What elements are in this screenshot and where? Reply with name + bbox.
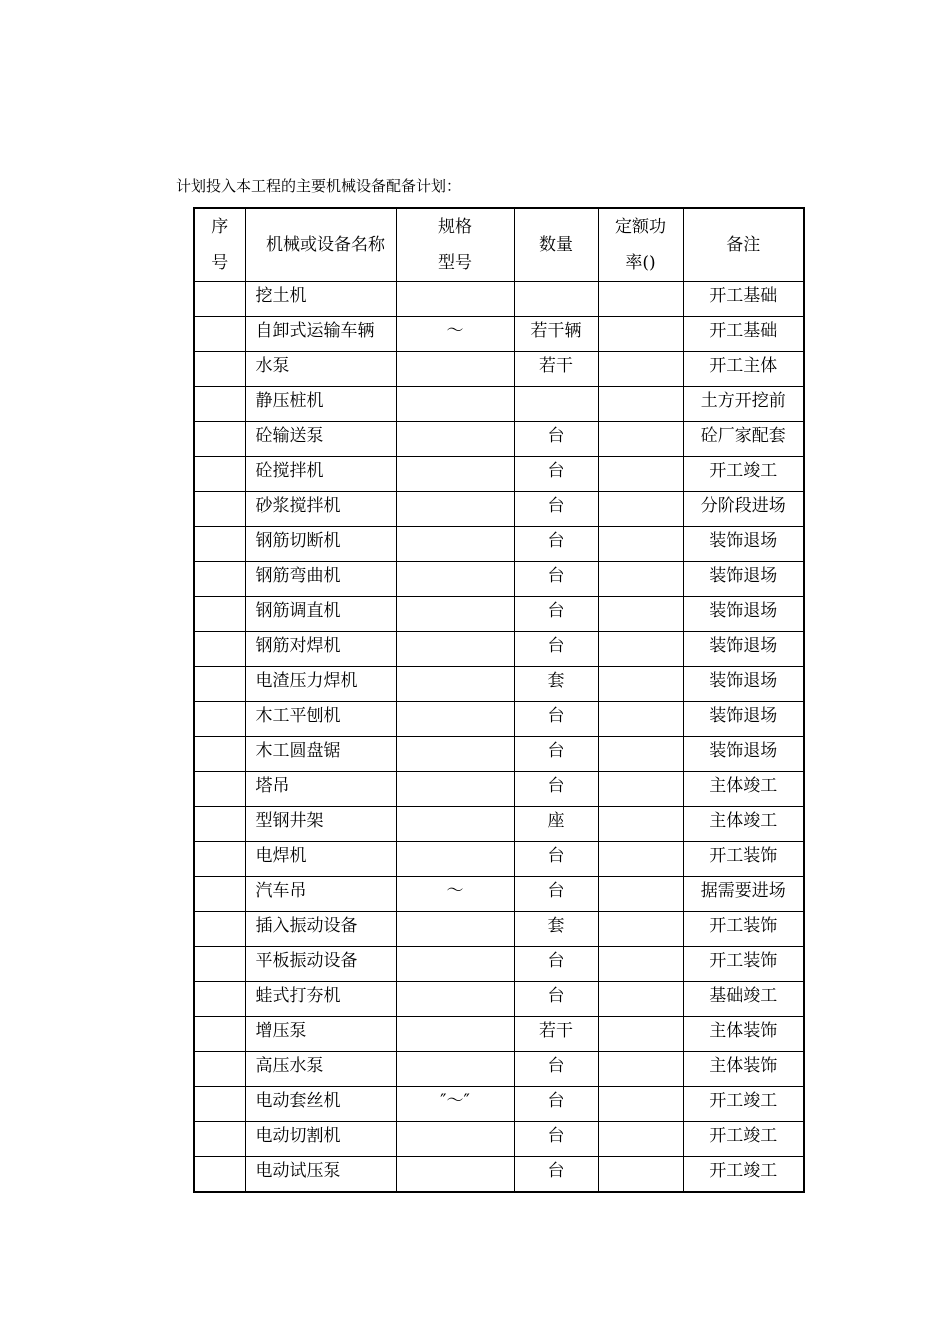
cell-rated-power [598,282,683,317]
cell-spec-model [396,842,514,877]
cell-serial-number [194,352,245,387]
cell-quantity: 台 [514,562,598,597]
cell-remarks: 开工装饰 [683,842,804,877]
cell-quantity: 台 [514,1087,598,1122]
cell-serial-number [194,842,245,877]
header-quantity: 数量 [514,208,598,282]
cell-spec-model: ″～″ [396,1087,514,1122]
cell-spec-model [396,667,514,702]
cell-equipment-name: 电渣压力焊机 [245,667,396,702]
cell-equipment-name: 水泵 [245,352,396,387]
cell-remarks: 主体装饰 [683,1052,804,1087]
cell-serial-number [194,912,245,947]
cell-remarks: 装饰退场 [683,737,804,772]
cell-remarks: 基础竣工 [683,982,804,1017]
cell-quantity: 台 [514,597,598,632]
cell-equipment-name: 型钢井架 [245,807,396,842]
cell-serial-number [194,807,245,842]
cell-rated-power [598,457,683,492]
table-row [194,1052,804,1087]
table-row [194,282,804,317]
cell-remarks: 主体竣工 [683,807,804,842]
cell-quantity: 台 [514,1122,598,1157]
cell-equipment-name: 电动切割机 [245,1122,396,1157]
cell-spec-model: ～ [396,317,514,352]
cell-remarks: 装饰退场 [683,562,804,597]
table-row [194,1017,804,1052]
cell-rated-power [598,422,683,457]
cell-quantity: 台 [514,737,598,772]
cell-spec-model [396,947,514,982]
cell-serial-number [194,1017,245,1052]
table-row [194,632,804,667]
cell-quantity: 若干 [514,1017,598,1052]
header-remarks: 备注 [683,208,804,282]
cell-equipment-name: 钢筋调直机 [245,597,396,632]
cell-serial-number [194,1087,245,1122]
cell-rated-power [598,842,683,877]
cell-serial-number [194,737,245,772]
cell-rated-power [598,1087,683,1122]
cell-quantity: 座 [514,807,598,842]
cell-rated-power [598,1017,683,1052]
table-row [194,597,804,632]
cell-serial-number [194,982,245,1017]
cell-serial-number [194,492,245,527]
cell-equipment-name: 增压泵 [245,1017,396,1052]
cell-quantity: 台 [514,492,598,527]
cell-equipment-name: 高压水泵 [245,1052,396,1087]
cell-remarks: 开工装饰 [683,947,804,982]
equipment-table [193,207,805,1193]
cell-equipment-name: 电动套丝机 [245,1087,396,1122]
cell-rated-power [598,1157,683,1193]
cell-spec-model [396,807,514,842]
header-serial-number: 序 号 [194,208,245,282]
cell-remarks: 装饰退场 [683,667,804,702]
cell-spec-model [396,387,514,422]
cell-remarks: 装饰退场 [683,597,804,632]
cell-spec-model [396,702,514,737]
cell-equipment-name: 插入振动设备 [245,912,396,947]
cell-equipment-name: 挖土机 [245,282,396,317]
cell-quantity: 台 [514,527,598,562]
cell-rated-power [598,597,683,632]
table-row [194,422,804,457]
cell-equipment-name: 汽车吊 [245,877,396,912]
table-row [194,1122,804,1157]
table-row [194,562,804,597]
cell-rated-power [598,632,683,667]
cell-remarks: 装饰退场 [683,702,804,737]
cell-serial-number [194,877,245,912]
cell-serial-number [194,1157,245,1193]
cell-equipment-name: 钢筋切断机 [245,527,396,562]
table-row [194,387,804,422]
cell-quantity [514,282,598,317]
cell-equipment-name: 电动试压泵 [245,1157,396,1193]
table-row [194,982,804,1017]
cell-rated-power [598,317,683,352]
cell-serial-number [194,947,245,982]
table-row [194,772,804,807]
cell-equipment-name: 电焊机 [245,842,396,877]
cell-equipment-name: 塔吊 [245,772,396,807]
cell-serial-number [194,457,245,492]
header-rated-power: 定额功 率() [598,208,683,282]
cell-spec-model [396,1157,514,1193]
cell-serial-number [194,1052,245,1087]
cell-equipment-name: 静压桩机 [245,387,396,422]
cell-remarks: 主体竣工 [683,772,804,807]
table-row [194,947,804,982]
table-row [194,352,804,387]
table-row [194,807,804,842]
cell-rated-power [598,352,683,387]
cell-rated-power [598,562,683,597]
cell-rated-power [598,492,683,527]
cell-spec-model [396,492,514,527]
cell-quantity: 台 [514,1157,598,1193]
cell-rated-power [598,527,683,562]
cell-spec-model [396,562,514,597]
cell-quantity: 若干辆 [514,317,598,352]
table-header-row [194,208,804,282]
cell-equipment-name: 砼输送泵 [245,422,396,457]
cell-serial-number [194,527,245,562]
cell-rated-power [598,807,683,842]
page-heading: 计划投入本工程的主要机械设备配备计划： [176,177,462,195]
cell-remarks: 砼厂家配套 [683,422,804,457]
cell-rated-power [598,877,683,912]
cell-equipment-name: 自卸式运输车辆 [245,317,396,352]
cell-rated-power [598,702,683,737]
cell-equipment-name: 钢筋弯曲机 [245,562,396,597]
table-row [194,842,804,877]
cell-quantity: 台 [514,457,598,492]
cell-rated-power [598,737,683,772]
cell-serial-number [194,702,245,737]
cell-equipment-name: 蛙式打夯机 [245,982,396,1017]
header-spec-model: 规格 型号 [396,208,514,282]
header-equipment-name: 机械或设备名称 [245,208,396,282]
table-row [194,1087,804,1122]
table-row [194,492,804,527]
cell-remarks: 分阶段进场 [683,492,804,527]
cell-rated-power [598,1052,683,1087]
cell-spec-model [396,632,514,667]
cell-spec-model [396,527,514,562]
cell-quantity [514,387,598,422]
cell-spec-model [396,422,514,457]
cell-quantity: 台 [514,772,598,807]
cell-equipment-name: 木工圆盘锯 [245,737,396,772]
cell-spec-model [396,457,514,492]
cell-quantity: 台 [514,842,598,877]
cell-remarks: 据需要进场 [683,877,804,912]
cell-quantity: 套 [514,667,598,702]
cell-equipment-name: 砼搅拌机 [245,457,396,492]
cell-remarks: 主体装饰 [683,1017,804,1052]
table-row [194,457,804,492]
cell-serial-number [194,632,245,667]
cell-spec-model [396,1052,514,1087]
cell-serial-number [194,1122,245,1157]
cell-remarks: 开工基础 [683,282,804,317]
cell-rated-power [598,947,683,982]
table-row [194,737,804,772]
table-row [194,702,804,737]
cell-serial-number [194,597,245,632]
table-row [194,1157,804,1193]
cell-quantity: 台 [514,632,598,667]
cell-rated-power [598,772,683,807]
cell-quantity: 台 [514,947,598,982]
table-row [194,912,804,947]
cell-spec-model [396,1122,514,1157]
cell-spec-model [396,737,514,772]
cell-remarks: 开工竣工 [683,1087,804,1122]
cell-spec-model [396,912,514,947]
cell-remarks: 开工竣工 [683,457,804,492]
cell-serial-number [194,772,245,807]
cell-serial-number [194,387,245,422]
cell-rated-power [598,667,683,702]
cell-equipment-name: 木工平刨机 [245,702,396,737]
cell-serial-number [194,422,245,457]
cell-remarks: 土方开挖前 [683,387,804,422]
cell-rated-power [598,1122,683,1157]
cell-serial-number [194,562,245,597]
cell-equipment-name: 平板振动设备 [245,947,396,982]
cell-equipment-name: 砂浆搅拌机 [245,492,396,527]
cell-spec-model [396,1017,514,1052]
cell-remarks: 开工装饰 [683,912,804,947]
cell-serial-number [194,282,245,317]
cell-remarks: 装饰退场 [683,527,804,562]
cell-spec-model [396,597,514,632]
table-row [194,877,804,912]
cell-quantity: 若干 [514,352,598,387]
cell-quantity: 台 [514,877,598,912]
cell-spec-model [396,982,514,1017]
cell-remarks: 开工竣工 [683,1122,804,1157]
cell-serial-number [194,317,245,352]
cell-serial-number [194,667,245,702]
cell-spec-model [396,772,514,807]
cell-equipment-name: 钢筋对焊机 [245,632,396,667]
cell-quantity: 台 [514,982,598,1017]
cell-spec-model [396,352,514,387]
cell-rated-power [598,982,683,1017]
cell-quantity: 台 [514,1052,598,1087]
table-row [194,667,804,702]
table-body [194,282,804,1193]
cell-quantity: 台 [514,702,598,737]
cell-spec-model: ～ [396,877,514,912]
cell-remarks: 开工主体 [683,352,804,387]
cell-spec-model [396,282,514,317]
cell-remarks: 装饰退场 [683,632,804,667]
cell-rated-power [598,912,683,947]
cell-quantity: 台 [514,422,598,457]
cell-remarks: 开工基础 [683,317,804,352]
table-row [194,317,804,352]
cell-rated-power [598,387,683,422]
cell-quantity: 套 [514,912,598,947]
cell-remarks: 开工竣工 [683,1157,804,1193]
table-row [194,527,804,562]
